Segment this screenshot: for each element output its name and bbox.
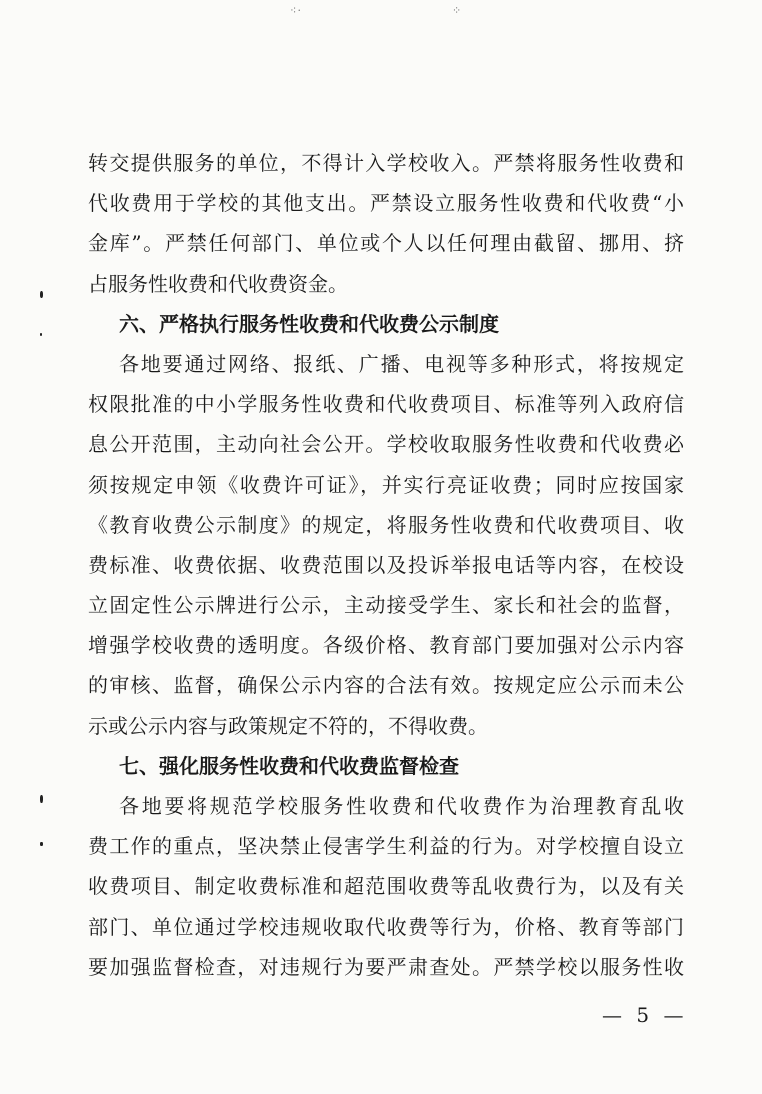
scan-speck xyxy=(40,333,42,336)
text-line: 息公开范围，主动向社会公开。学校收取服务性收费和代收费必 xyxy=(88,432,684,457)
scan-artifact: ⁘ xyxy=(452,4,463,17)
scan-speck xyxy=(40,795,43,803)
text-line: 金库”。严禁任何部门、单位或个人以任何理由截留、挪用、挤 xyxy=(88,231,684,256)
text-line: 转交提供服务的单位，不得计入学校收入。严禁将服务性收费和 xyxy=(88,151,684,175)
text-line: 占服务性收费和代收费资金。 xyxy=(88,271,348,296)
page-number: — 5 — xyxy=(602,1003,688,1027)
text-line: 费标准、收费依据、收费范围以及投诉举报电话等内容，在校设 xyxy=(88,552,684,577)
text-line: 各地要通过网络、报纸、广播、电视等多种形式，将按规定 xyxy=(119,351,684,376)
document-body xyxy=(88,143,684,987)
scan-artifact: ⁖· xyxy=(290,4,302,17)
text-line: 收费项目、制定收费标准和超范围收费等乱收费行为，以及有关 xyxy=(88,874,684,899)
text-line: 的审核、监督，确保公示内容的合法有效。按规定应公示而未公 xyxy=(88,673,684,698)
text-line: 各地要将规范学校服务性收费和代收费作为治理教育乱收 xyxy=(119,794,684,818)
text-line: 代收费用于学校的其他支出。严禁设立服务性收费和代收费“小 xyxy=(88,191,684,216)
scan-speck xyxy=(40,291,43,298)
section-heading: 六、严格执行服务性收费和代收费公示制度 xyxy=(119,311,499,336)
text-line: 立固定性公示牌进行公示，主动接受学生、家长和社会的监督， xyxy=(88,593,684,618)
text-line: 须按规定申领《收费许可证》，并实行亮证收费；同时应按国家 xyxy=(88,472,684,497)
scan-speck xyxy=(40,842,43,846)
text-line: 权限批准的中小学服务性收费和代收费项目、标准等列入政府信 xyxy=(88,392,684,417)
text-line: 增强学校收费的透明度。各级价格、教育部门要加强对公示内容 xyxy=(88,633,684,658)
text-line: 费工作的重点，坚决禁止侵害学生利益的行为。对学校擅自设立 xyxy=(88,834,684,859)
text-line: 要加强监督检查，对违规行为要严肃查处。严禁学校以服务性收 xyxy=(88,954,684,979)
text-line: 部门、单位通过学校违规收取代收费等行为，价格、教育等部门 xyxy=(88,914,684,939)
section-heading: 七、强化服务性收费和代收费监督检查 xyxy=(119,753,459,778)
text-line: 示或公示内容与政策规定不符的，不得收费。 xyxy=(88,713,488,738)
text-line: 《教育收费公示制度》的规定，将服务性收费和代收费项目、收 xyxy=(88,512,684,537)
